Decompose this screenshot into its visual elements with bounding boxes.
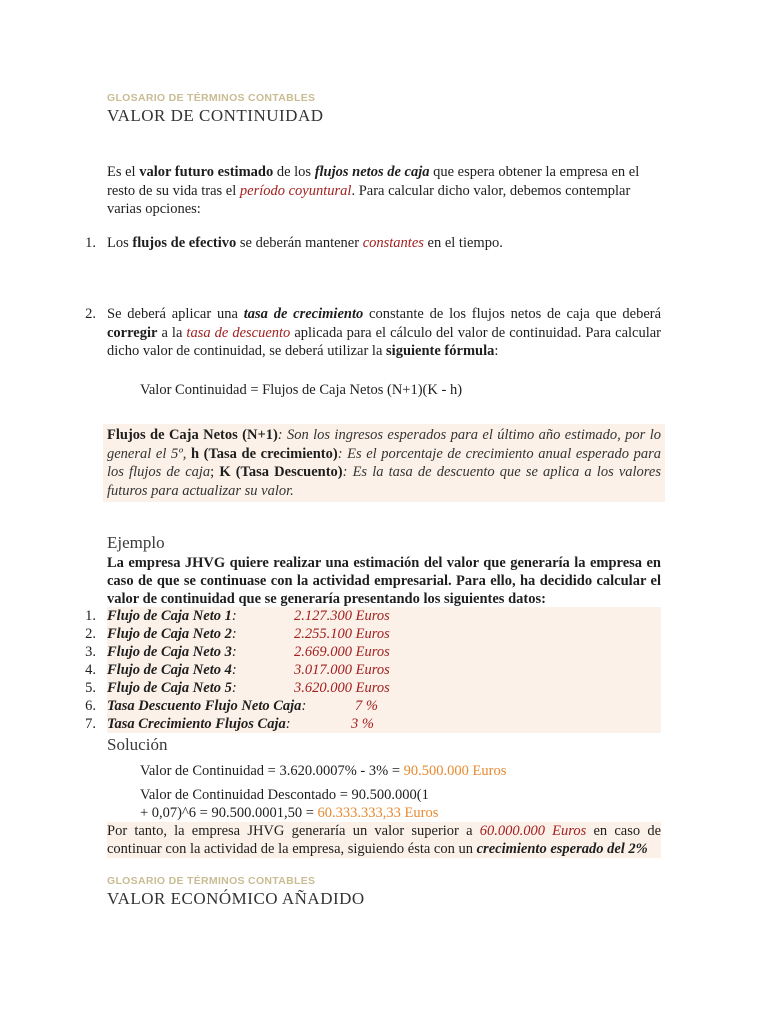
glossary-kicker: GLOSARIO DE TÉRMINOS CONTABLES: [107, 875, 316, 887]
formula: Valor Continuidad = Flujos de Caja Netos (N+1)(K - h): [140, 382, 463, 398]
glossary-kicker: GLOSARIO DE TÉRMINOS CONTABLES: [107, 92, 316, 104]
definitions-block: Flujos de Caja Netos (N+1): Son los ingresos esperados para el último año estimado, por lo general el 5º, h (Tasa de crecimiento): Es el porcentaje de crecimiento anual esperado para los flujos de caja; K (Tasa Descuento): Es la tasa de descuento que se aplica a los valores futuros para actualizar su valor.: [103, 424, 665, 502]
data-row: Tasa Descuento Flujo Neto Caja: 7 %: [107, 697, 661, 715]
solution-line-2: Valor de Continuidad Descontado = 90.500.000(1 + 0,07)^6 = 90.500.0001,50 = 60.333.333,33 Euros: [140, 787, 439, 821]
list-number: 1.: [85, 608, 96, 624]
example-heading: Ejemplo: [107, 533, 165, 552]
conclusion-paragraph: Por tanto, la empresa JHVG generaría un valor superior a 60.000.000 Euros en caso de continuar con la actividad de la empresa, siguiendo ésta con un crecimiento esperado del 2%: [107, 823, 662, 857]
intro-paragraph: Es el valor futuro estimado de los flujos netos de caja que espera obtener la empresa en el resto de su vida tras el período coyuntural. Para calcular dicho valor, debemos contemplar varias opciones:: [107, 164, 640, 217]
data-row: Flujo de Caja Neto 5: 3.620.000 Euros: [107, 679, 661, 697]
solution-line-1: Valor de Continuidad = 3.620.0007% - 3% = 90.500.000 Euros: [140, 763, 507, 779]
data-row: Flujo de Caja Neto 2: 2.255.100 Euros: [107, 625, 661, 643]
list-number: 2.: [85, 306, 96, 322]
data-row: Flujo de Caja Neto 4: 3.017.000 Euros: [107, 661, 661, 679]
list-number: 6.: [85, 698, 96, 714]
list-number: 7.: [85, 716, 96, 732]
section-title: VALOR DE CONTINUIDAD: [107, 106, 324, 125]
list-number: 3.: [85, 644, 96, 660]
example-intro: La empresa JHVG quiere realizar una estimación del valor que generaría la empresa en caso de que se continuase con la actividad empresarial. Para ello, ha decidido calcular el valor de continuidad que se generaría presentando los siguientes datos:: [107, 555, 661, 607]
section-title: VALOR ECONÓMICO AÑADIDO: [107, 889, 365, 908]
data-row: Tasa Crecimiento Flujos Caja: 3 %: [107, 715, 661, 733]
list-item-growth-rate: Se deberá aplicar una tasa de crecimiento constante de los flujos netos de caja que deberá corregir a la tasa de descuento aplicada para el cálculo del valor de continuidad. Para calcular dicho valor de continuidad, se deberá utilizar la siguiente fórmula:: [107, 306, 662, 359]
list-number: 1.: [85, 235, 96, 251]
list-number: 5.: [85, 680, 96, 696]
solution-heading: Solución: [107, 735, 168, 754]
list-number: 2.: [85, 626, 96, 642]
data-row: Flujo de Caja Neto 1: 2.127.300 Euros: [107, 607, 661, 625]
list-item-constant-flows: Los flujos de efectivo se deberán mantener constantes en el tiempo.: [107, 235, 503, 251]
list-number: 4.: [85, 662, 96, 678]
data-row: Flujo de Caja Neto 3: 2.669.000 Euros: [107, 643, 661, 661]
